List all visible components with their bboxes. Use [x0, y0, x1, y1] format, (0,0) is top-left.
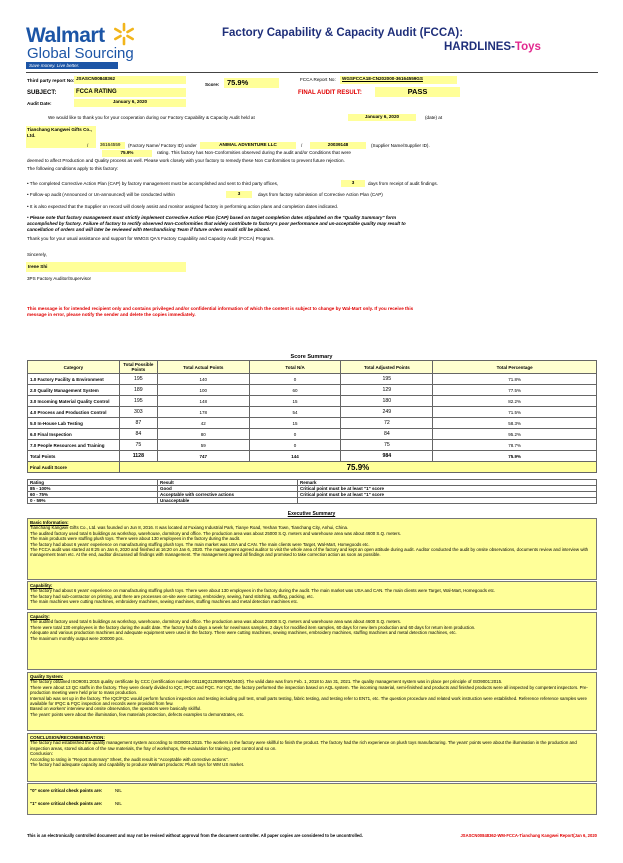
capacity-text: The audited factory used total 6 buildings as workshop, warehouse, dormitory and office. The production area was about 25000 S.Q. meters and warehouse area was about 4600 S.Q. meters. There were total 130 employees in the factory during the audit date. The factory had 6 days a week for new/mass samples, 2 days for modified item samples, 60 days for new item production and 60 days for return item production. Adequate and various production machines and adequate equipment were used in the factory. There were cutting machines, sewing machines, embroidery machines, stuffing machines and metal detection machines, etc. The maximum monthly output were 200000 pcs.: [30, 619, 476, 641]
legend-cell: Critical point must be at least "1" score: [298, 492, 597, 498]
fcca-label: FCCA Report No:: [300, 77, 336, 82]
legend-header-cell: Remark: [298, 480, 597, 486]
quality-system-box: [27, 672, 597, 731]
score-value-cell: 249: [341, 407, 433, 418]
confidential-line-1: This message is for intended recipient only and contains privileged and/or confidential information of which the content is subject to change by Wal-Mart only. If you receive this: [27, 306, 414, 311]
footer-report-id: JSASCN00848362-WM-FCCA-Tianchang Kangwei Report(Jan 6, 2020: [460, 833, 597, 838]
sincerely-text: Sincerely,: [27, 252, 47, 257]
score-value-cell: 148: [157, 396, 249, 407]
score-value-cell: 178: [157, 407, 249, 418]
one-score-value: NIL: [115, 801, 122, 807]
score-row: [28, 407, 597, 418]
score-value-cell: 75: [119, 440, 157, 451]
score-value-cell: 195: [119, 396, 157, 407]
score-col-adjusted: Total Adjusted Points: [341, 361, 433, 374]
capability-box: [27, 581, 597, 610]
score-value-cell: 82.2%: [433, 396, 597, 407]
page-title: Factory Capability & Capacity Audit (FCCA):: [222, 27, 464, 39]
legend-cell: Good: [158, 486, 298, 492]
score-total-adjusted: 984: [341, 451, 433, 462]
rating-legend-table: [27, 479, 597, 504]
walmart-spark-icon: [112, 22, 136, 46]
legend-cell: 0 - 59%: [28, 498, 158, 504]
score-value-cell: 80: [157, 429, 249, 440]
score-total-row: [28, 451, 597, 462]
logo-tagline: Save money. Live better.: [26, 62, 118, 69]
audit-date-value: January 6, 2020: [74, 99, 186, 107]
score-value-cell: 0: [249, 440, 341, 451]
score-value-cell: 180: [341, 396, 433, 407]
zero-score-label: "0" score critical check points are:: [30, 788, 103, 793]
executive-summary-title: Executive Summary: [287, 511, 336, 517]
audit-date-label: Audit Date:: [27, 101, 52, 106]
follow-days: 3: [226, 191, 252, 198]
score-total-na: 144: [249, 451, 341, 462]
score-value-cell: 84: [341, 429, 433, 440]
score-value-cell: 95.2%: [433, 429, 597, 440]
rating-value: 75.9%: [102, 150, 152, 157]
also-line: • It is also expected that the Supplier on record will closely assist and monitor assigned factory in performing action plans and completion dates indicated.: [27, 204, 339, 209]
follow-text: days from factory submission of Corrective Action Plan (CAP): [258, 192, 383, 197]
score-value-cell: 84: [119, 429, 157, 440]
fcca-value: WGSFCCA18-CN202000-36164559GS: [340, 76, 457, 84]
legend-cell: [298, 498, 597, 504]
following-text: The following conditions apply to this factory:: [27, 166, 119, 171]
score-label: Score:: [205, 82, 220, 87]
third-party-value: JSASCN00848362: [74, 76, 186, 84]
score-value-cell: 189: [119, 385, 157, 396]
quality-system-title: Quality System:: [30, 674, 64, 679]
basic-info-text: Tianchang Kangwei Gifts Co., Ltd. was founded on Jun 8, 2016. It was located at Fuxiang Industrial Park, Tianye Road, Yeshan Town, Tianchang City, Anhui, China. The audited factory used total 6 buildings as workshop, warehouse, dormitory and office. The production area was about 25000 S.Q. meters and warehouse area was about 4600 S.Q. meters. The main products were stuffing plush toys. There were about 130 employees in the factory during the audit. The factory had about 6 years' experience on manufacturing stuffing plush toys. The main market was USA and CAN. The main clients were Target, Wal-Mart, Homegoods etc. The FCCA audit was started at 8:25 on Jan 6, 2020 and finished at 16:20 on Jan 6, 2020. The management agreed auditor to visit the whole area of the factory and kept an open attitude during audit. Auditor conducted the audit by onsite observations, documents review and interview with management team etc. At the end, auditor discussed all findings with management. The management agreed all findings and promised to take correction action as soon as possible.: [30, 525, 589, 558]
legend-header-cell: Rating: [28, 480, 158, 486]
score-category-cell: 2.0 Quality Management System: [28, 385, 120, 396]
score-value-cell: 54: [249, 407, 341, 418]
score-category-cell: 3.0 Incoming Material Quality Control: [28, 396, 120, 407]
note-line-1: • Please note that factory management must strictly implement Corrective Action Plan (CAP) based on target completion dates stipulated on the "Quality Summary" form: [27, 215, 397, 220]
deemed-text: deemed to affect Production and Quality process as well. Please work closely with your factory to remedy these Non Conformities to prevent future rejection.: [27, 158, 345, 163]
score-summary-table: [27, 360, 597, 473]
legend-cell: Acceptable with corrective actions: [158, 492, 298, 498]
score-row: [28, 418, 597, 429]
footer-disclaimer: This is an electronically controlled document and may not be revised without approval from the document controller. All paper copies are considered to be uncontrolled.: [27, 833, 363, 838]
thanks-text: We would like to thank you for your cooperation during our Factory Capability & Capacity Audit held at: [48, 115, 255, 120]
follow-line: • Follow-up audit (Announced or Un-announced) will be conducted within: [27, 192, 175, 197]
score-value-cell: 15: [249, 418, 341, 429]
quality-system-text: The factory obtained ISO9001:2015 quality certificate by CCC (certification number 00118Q312595R0M/3400). The valid date was from Feb. 1, 2018 to Jan 31, 2021. The quality management system was in place per principle of ISO9001:2015. There were about 13 QC staffs in the factory. They were clearly divided to IQC, IPQC and FQC. For IQC, the factory performed the inspection based on AQL system. The incoming material, semi-finished and products and finished products were all inspected by competent inspectors. Pre-production meeting were held prior to mass production. Internal lab was set up in the factory. The IQC/FQC would perform function inspection and testing including pull test, small parts testing, fabric testing, and testing refer to EN71, etc. The question procedure and related work instruction were established. Reference reference samples were available for IPQC & FQC inspection and records were provided from few. Based on workers' interview and onsite observation, the operators were basically skillful. The years' points were about the illumination, few materials protection, defects examples to demonstrates, etc.: [30, 679, 588, 717]
cap-days-text: days from receipt of audit findings.: [368, 181, 438, 186]
legend-cell: 85 - 100%: [28, 486, 158, 492]
score-total-possible: 1128: [119, 451, 157, 462]
score-row: [28, 429, 597, 440]
signer-name: Irene Shi: [26, 262, 186, 272]
score-col-na: Total N/A: [249, 361, 341, 374]
score-value-cell: 0: [249, 429, 341, 440]
score-value-cell: 195: [119, 374, 157, 385]
score-total-label: Total Points: [28, 451, 120, 462]
score-value-cell: 72: [341, 418, 433, 429]
score-value-cell: 87: [119, 418, 157, 429]
conclusion-box: [27, 733, 597, 782]
conclusion-text: The factory had established the quality management system according to ISO9001:2015. The workers in the factory were skillful to finish the product. The factory had the rich experience on plush toys manufacturing. The years' points were about the illumination in the production and inspection areas, stored situation of the raw materials, the fray of workshops, the evaluation for training, pest control and so on. Conclusion: According to rating in "Report Summary" Sheet, the audit result is "Acceptable with corrective actions". The factory had adequate capacity and capability to produce Walmart products: Plush toys for WM US market.: [30, 740, 577, 768]
confidential-line-2: message in error, please notify the sender and delete the copies immediately.: [27, 312, 196, 317]
score-value-cell: 71.8%: [433, 374, 597, 385]
score-value-cell: 195: [341, 374, 433, 385]
title-category: HARDLINES-: [444, 41, 515, 53]
score-value-cell: 100: [157, 385, 249, 396]
score-value-cell: 75: [341, 440, 433, 451]
final-score-label: Final Audit Score: [28, 462, 120, 473]
legend-header-cell: Result: [158, 480, 298, 486]
legend-cell: Critical point must be at least "1" score: [298, 486, 597, 492]
score-value: 75.9%: [224, 78, 279, 88]
supplier-name: ANIMAL ADVENTURE LLC: [200, 142, 296, 149]
score-row: [28, 374, 597, 385]
title-subcategory: Toys: [514, 41, 541, 53]
score-total-actual: 747: [157, 451, 249, 462]
score-value-cell: 140: [157, 374, 249, 385]
capability-title: Capability:: [30, 583, 53, 588]
rating-text: rating. This factory has Non-Conformities observed during the audit and/or Conditions that were: [157, 150, 351, 155]
capacity-title: Capacity:: [30, 614, 50, 619]
final-result-label: FINAL AUDIT RESULT:: [298, 90, 362, 96]
subject-value: FCCA RATING: [74, 88, 186, 97]
thank-support-text: Thank you for your usual assistance and support for WMGS QA's Factory Capability and Capacity Audit (FCCA) Program.: [27, 236, 275, 241]
score-total-percentage: 75.9%: [433, 451, 597, 462]
thanks-at: (date) at: [425, 115, 443, 120]
factory-sep: /: [87, 143, 89, 148]
cap-days: 3: [341, 180, 365, 187]
score-value-cell: 0: [249, 374, 341, 385]
score-value-cell: 59: [157, 440, 249, 451]
score-header-row: [28, 361, 597, 374]
score-value-cell: 303: [119, 407, 157, 418]
signer-role: 3PS Factory Auditor/Supervisor: [27, 276, 92, 281]
global-sourcing-text: Global Sourcing: [27, 45, 134, 62]
final-score-row: [28, 462, 597, 473]
score-col-category: Category: [28, 361, 120, 374]
score-value-cell: 58.3%: [433, 418, 597, 429]
score-value-cell: 15: [249, 396, 341, 407]
score-col-percentage: Total Percentage: [433, 361, 597, 374]
supplier-sep: /: [301, 143, 303, 148]
score-category-cell: 7.0 People Resources and Training: [28, 440, 120, 451]
basic-info-title: Basic Information:: [30, 520, 69, 525]
legend-cell: 60 - 75%: [28, 492, 158, 498]
header-divider: [26, 72, 598, 73]
walmart-logo-word: Walmart: [26, 24, 105, 47]
score-category-cell: 5.0 In-House Lab Testing: [28, 418, 120, 429]
final-score-value: 75.9%: [119, 462, 596, 473]
conclusion-title: CONCLUSION/RECOMMENDATION:: [30, 735, 105, 740]
score-value-cell: 78.7%: [433, 440, 597, 451]
score-value-cell: 77.5%: [433, 385, 597, 396]
cap-line: • The completed Corrective Action Plan (CAP) by factory management must be accomplished and sent to third party offices,: [27, 181, 279, 186]
zero-score-value: NIL: [115, 788, 122, 793]
supplier-id: 20039148: [310, 142, 366, 149]
factory-name: Tianchang Kangwei Gifts Co., Ltd.: [26, 126, 96, 148]
score-value-cell: 129: [341, 385, 433, 396]
note-line-3: cancellation of orders and will later be reviewed with Merchandising Team if future orders would still be placed.: [27, 227, 271, 232]
score-value-cell: 42: [157, 418, 249, 429]
score-category-cell: 1.0 Factory Facility & Environment: [28, 374, 120, 385]
factory-label: (Factory Name/ Factory ID) under: [128, 143, 197, 148]
basic-info-box: [27, 518, 597, 580]
score-summary-title: Score Summary: [290, 354, 333, 360]
supplier-label: (Supplier Name/Supplier ID).: [371, 143, 430, 148]
third-party-label: Third party report No:: [27, 78, 75, 83]
legend-cell: Unacceptable: [158, 498, 298, 504]
score-category-cell: 4.0 Process and Production Control: [28, 407, 120, 418]
score-value-cell: 71.5%: [433, 407, 597, 418]
score-row: [28, 440, 597, 451]
page-subtitle: [444, 41, 541, 53]
factory-id: 36164559: [100, 142, 125, 149]
one-score-label: "1" score critical check points are:: [30, 801, 103, 807]
score-category-cell: 6.0 Final Inspection: [28, 429, 120, 440]
subject-label: SUBJECT:: [27, 90, 57, 96]
score-row: [28, 385, 597, 396]
capability-text: The factory had about 6 years' experience on manufacturing stuffing plush toys. There were about 130 employees in the factory during the audit. The main market was USA and CAN. The main clients were Target, Wal-Mart, Homegoods etc. The factory had sub-contractor on printing, and there are processes on-site were cutting, embroidery, sewing, hand stitching, stuffing, packing, etc. The main machines were cutting machines, embroidery machines, sewing machines, stuffing machines and metal detection machines etc.: [30, 588, 496, 605]
critical-points-box: [27, 783, 597, 815]
thanks-date: January 6, 2020: [348, 114, 416, 121]
score-col-actual: Total Actual Points: [157, 361, 249, 374]
legend-row: [28, 498, 597, 504]
final-result-value: PASS: [375, 87, 460, 97]
score-value-cell: 60: [249, 385, 341, 396]
note-line-2: accomplished by factory. Failure of factory to rectify observed Non-Conformities that widely contribute to factory's poor performance and un-acceptable quality may result to: [27, 221, 406, 226]
score-row: [28, 396, 597, 407]
capacity-box: [27, 612, 597, 670]
score-col-possible: Total Possible Points: [119, 361, 157, 374]
